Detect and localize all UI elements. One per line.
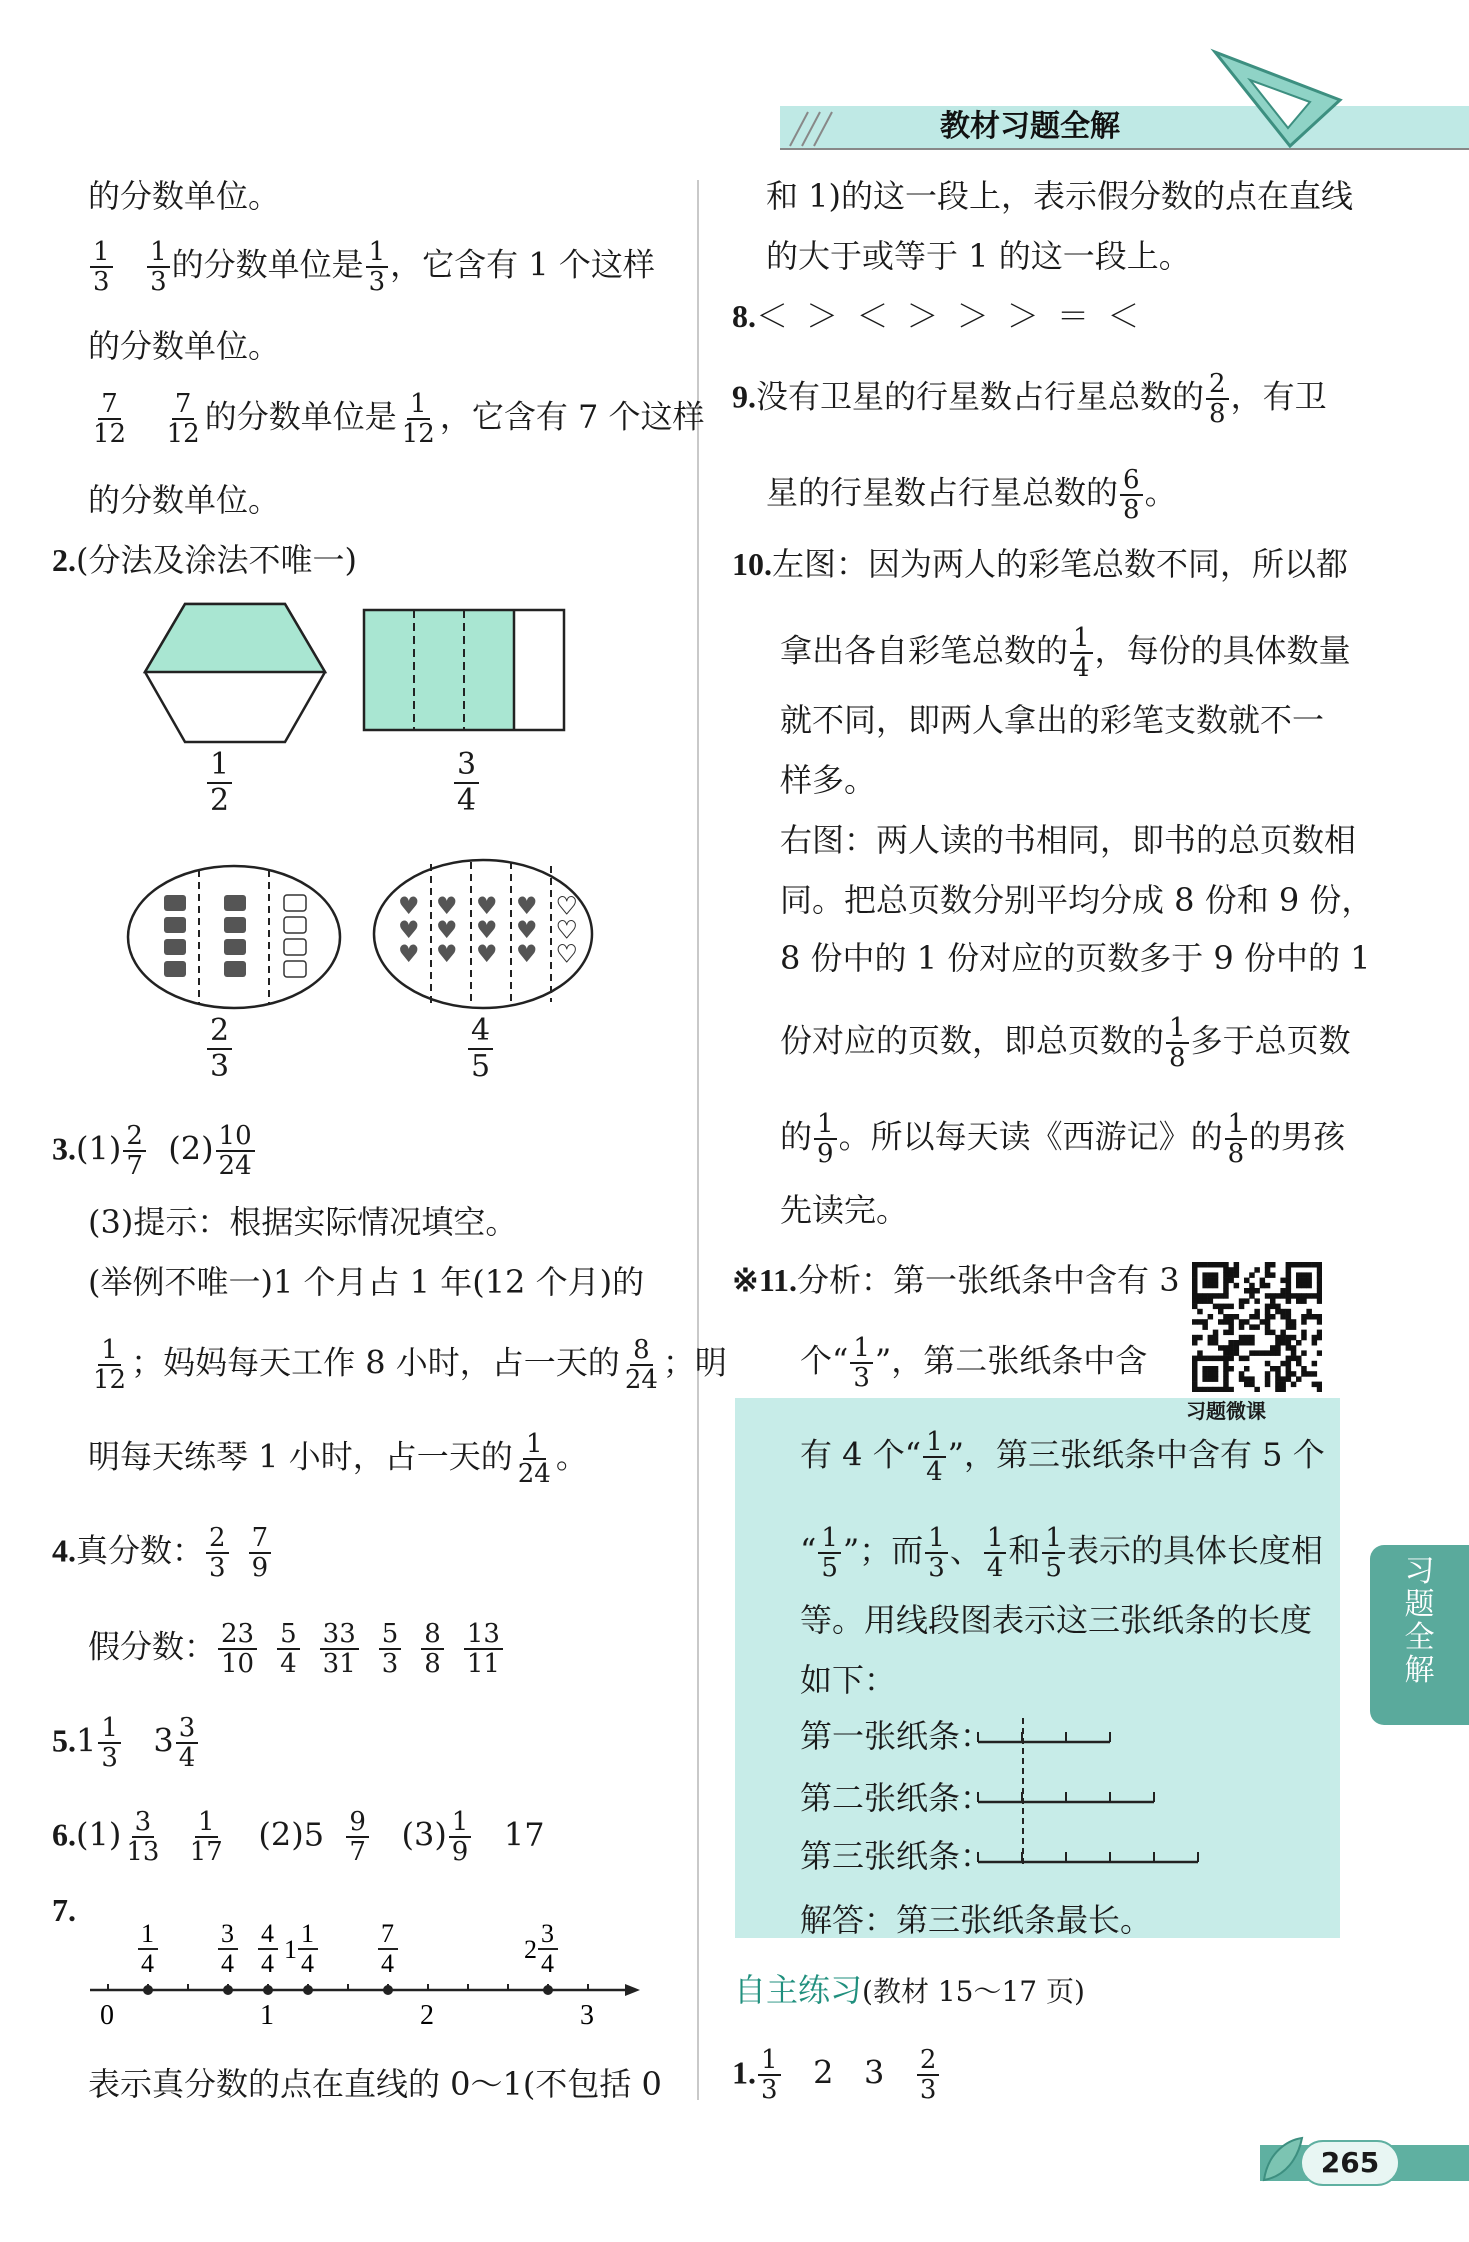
figure-label: $\frac{1}{2}$ [205, 748, 234, 818]
svg-text:♥: ♥ [556, 892, 578, 920]
strip-label: 第二张纸条： [800, 1779, 993, 1817]
text-line: 8 份中的 1 份对应的页数多于 9 份中的 1 [780, 939, 1371, 977]
figure-label: $\frac{2}{3}$ [205, 1014, 234, 1084]
svg-text:♥: ♥ [398, 892, 420, 920]
question-9: 9.没有卫星的行星数占行星总数的 $\frac{2}{8}$ ，有卫 [732, 369, 1327, 429]
text-line: 星的行星数占行星总数的 $\frac{6}{8}$ 。 [766, 465, 1177, 525]
svg-text:♥: ♥ [556, 940, 578, 968]
fraction: $\frac{10}{24}$ [216, 1122, 255, 1180]
fraction: $\frac{13}{11}$ [464, 1620, 503, 1678]
svg-text:4: 4 [261, 1919, 274, 1948]
text-line: 如下： [800, 1661, 897, 1699]
number-line [80, 1900, 650, 2040]
set-square-icon [1210, 40, 1350, 152]
strip-diagram [968, 1714, 1208, 1874]
fraction: $\frac{2}{7}$ [123, 1122, 146, 1180]
question-10: 10.左图：因为两人的彩笔总数不同，所以都 [732, 545, 1349, 583]
fraction: $\frac{1}{3}$ [925, 1524, 948, 1582]
side-tab-char: 全 [1404, 1620, 1435, 1655]
number-line-point [223, 1985, 233, 1995]
svg-text:3: 3 [221, 1919, 234, 1948]
page-number: 265 [1300, 2140, 1400, 2186]
svg-text:♥: ♥ [398, 940, 420, 968]
svg-text:♥: ♥ [516, 892, 538, 920]
text-line: “ $\frac{1}{5}$ ”；而 $\frac{1}{3}$ 、 $\frac{1}{4}$ 和 $\frac{1}{5}$ 表示的具体长度相 [800, 1523, 1323, 1583]
fraction: $\frac{7}{12}$ [166, 389, 200, 449]
header-slash-icon [780, 104, 850, 150]
ellipse-blocks-figure [124, 862, 344, 1012]
strip-label: 第三张纸条： [800, 1837, 993, 1875]
question-6: 6.(1) $\frac{3}{13}$ $\frac{1}{17}$ (2)5 $\frac{9}{7}$ (3) $\frac{1}{9}$ 17 [52, 1807, 545, 1867]
side-tab[interactable] [1370, 1545, 1469, 1725]
fraction: $\frac{1}{3}$ [90, 238, 113, 296]
text-line: 先读完。 [780, 1191, 909, 1229]
number-line-tick-label: 0 [100, 2000, 114, 2031]
text-line: $\frac{1}{3}$ $\frac{1}{3}$ 的分数单位是 $\frac{1}{3}$ ，它含有 1 个这样 [88, 238, 655, 296]
column-divider [697, 180, 699, 2100]
text-line: (举例不唯一)1 个月占 1 年(12 个月)的 [88, 1263, 645, 1301]
svg-text:1: 1 [141, 1919, 154, 1948]
svg-text:♥: ♥ [436, 940, 458, 968]
fraction: $\frac{6}{8}$ [1120, 466, 1143, 524]
fraction: $\frac{2}{3}$ [917, 2046, 940, 2104]
fraction: $\frac{5}{3}$ [379, 1620, 402, 1678]
leaf-icon [1258, 2132, 1306, 2188]
svg-text:4: 4 [141, 1949, 154, 1978]
number-line-label [378, 1919, 398, 1978]
text-line: 有 4 个“ $\frac{1}{4}$ ”，第三张纸条中含有 5 个 [800, 1427, 1325, 1487]
fraction: $\frac{1}{3}$ [850, 1334, 873, 1392]
text-line: 就不同，即两人拿出的彩笔支数就不一 [780, 701, 1325, 739]
number-line-tick-label: 1 [260, 2000, 274, 2031]
text-line: 个“ $\frac{1}{3}$ ”，第二张纸条中含 [800, 1333, 1148, 1393]
side-tab-char: 解 [1404, 1653, 1435, 1688]
header-title: 教材习题全解 [940, 109, 1120, 144]
fraction: $\frac{1}{12}$ [401, 389, 435, 449]
svg-text:♥: ♥ [436, 892, 458, 920]
text-line: $\frac{1}{12}$ ；妈妈每天工作 8 小时，占一天的 $\frac{8}{24}$ ；明 [88, 1336, 727, 1394]
number-line-point [143, 1985, 153, 1995]
figure-label: $\frac{4}{5}$ [466, 1014, 495, 1084]
number-line-point [543, 1985, 553, 1995]
text-line: 份对应的页数，即总页数的 $\frac{1}{8}$ 多于总页数 [780, 1013, 1351, 1073]
svg-text:♥: ♥ [476, 916, 498, 944]
fraction: $\frac{1}{3}$ [366, 238, 389, 296]
text-line: 的大于或等于 1 的这一段上。 [766, 237, 1191, 275]
side-tab-char: 题 [1404, 1587, 1435, 1622]
strip-label: 第一张纸条： [800, 1717, 993, 1755]
fraction: $\frac{1}{24}$ [517, 1429, 551, 1489]
fraction: $\frac{1}{5}$ [818, 1524, 841, 1582]
svg-text:7: 7 [381, 1919, 394, 1948]
svg-text:3: 3 [541, 1919, 554, 1948]
text-line: 和 1)的这一段上，表示假分数的点在直线 [766, 177, 1354, 215]
question-7: 7. [52, 1892, 76, 1928]
number-line-point [263, 1985, 273, 1995]
hexagon-figure [140, 600, 330, 750]
fraction: $\frac{1}{5}$ [1042, 1524, 1065, 1582]
number-line-tick-label: 3 [580, 2000, 594, 2031]
svg-text:4: 4 [541, 1949, 554, 1978]
header-bar [780, 106, 1469, 148]
number-line-label [138, 1919, 158, 1978]
ellipse-hearts-figure [370, 856, 596, 1012]
fraction: $\frac{3}{13}$ [126, 1807, 160, 1867]
number-line-point [303, 1985, 313, 1995]
svg-text:♥: ♥ [436, 916, 458, 944]
text-line: 拿出各自彩笔总数的 $\frac{1}{4}$ ，每份的具体数量 [780, 623, 1351, 683]
fraction: $\frac{2}{3}$ [206, 1524, 229, 1582]
fraction: $\frac{3}{4}$ [176, 1714, 199, 1772]
fraction: $\frac{7}{9}$ [249, 1524, 272, 1582]
fraction: $\frac{2}{8}$ [1206, 370, 1229, 428]
figure-label: $\frac{3}{4}$ [452, 748, 481, 818]
question-8: 8.＜ ＞ ＜ ＞ ＞ ＞ ＝ ＜ [732, 297, 1144, 335]
fraction: $\frac{1}{8}$ [1166, 1014, 1189, 1072]
fraction: $\frac{33}{31}$ [320, 1620, 359, 1678]
side-tab-char: 习 [1404, 1554, 1435, 1589]
fraction: $\frac{1}{9}$ [449, 1808, 472, 1866]
fraction: $\frac{8}{24}$ [624, 1335, 658, 1395]
number-line-label [524, 1919, 558, 1978]
question-5: 5.1 $\frac{1}{3}$ 3 $\frac{3}{4}$ [52, 1714, 200, 1772]
number-line-label [258, 1919, 278, 1978]
svg-text:4: 4 [381, 1949, 394, 1978]
svg-text:♥: ♥ [516, 940, 538, 968]
text-line: 的分数单位。 [88, 481, 281, 519]
fraction: $\frac{1}{4}$ [1070, 624, 1093, 682]
rectangle-figure [362, 608, 568, 732]
text-line: 样多。 [780, 761, 877, 799]
number-line-tick-label: 2 [420, 2000, 434, 2031]
text-line: 的 $\frac{1}{9}$ 。所以每天读《西游记》的 $\frac{1}{8}$ 的男孩 [780, 1109, 1346, 1169]
self-practice-heading: 自主练习(教材 15～17 页) [734, 1971, 1085, 2009]
fraction: $\frac{5}{4}$ [277, 1620, 300, 1678]
fraction: $\frac{7}{12}$ [93, 389, 127, 449]
text-line: 表示真分数的点在直线的 0～1(不包括 0 [88, 2065, 662, 2103]
svg-text:4: 4 [221, 1949, 234, 1978]
question-2: 2.(分法及涂法不唯一) [52, 541, 357, 579]
number-line-label [284, 1919, 318, 1978]
fraction: $\frac{1}{12}$ [93, 1335, 127, 1395]
svg-text:2: 2 [524, 1935, 537, 1964]
question-4: 4.真分数： $\frac{2}{3}$ $\frac{7}{9}$ [52, 1524, 289, 1582]
text-line: 解答：第三张纸条最长。 [800, 1901, 1153, 1939]
text-line: 的分数单位。 [88, 327, 281, 365]
svg-text:♥: ♥ [398, 916, 420, 944]
fraction: $\frac{1}{17}$ [189, 1807, 223, 1867]
fraction: $\frac{1}{8}$ [1225, 1110, 1248, 1168]
header-rule [780, 148, 1469, 150]
text-line: $\frac{7}{12}$ $\frac{7}{12}$ 的分数单位是 $\frac{1}{12}$ ，它含有 7 个这样 [88, 390, 705, 448]
text-line: 等。用线段图表示这三张纸条的长度 [800, 1601, 1313, 1639]
svg-text:1: 1 [284, 1935, 297, 1964]
text-line: (3)提示：根据实际情况填空。 [88, 1203, 518, 1241]
self-practice-1: 1. $\frac{1}{3}$ 2 3 $\frac{2}{3}$ [732, 2046, 941, 2104]
fraction: $\frac{8}{8}$ [421, 1620, 444, 1678]
fraction: $\frac{1}{9}$ [814, 1110, 837, 1168]
svg-text:♥: ♥ [476, 892, 498, 920]
text-line: 同。把总页数分别平均分成 8 份和 9 份， [780, 881, 1374, 919]
svg-text:♥: ♥ [516, 916, 538, 944]
svg-text:1: 1 [301, 1919, 314, 1948]
number-line-point [383, 1985, 393, 1995]
svg-text:4: 4 [261, 1949, 274, 1978]
svg-text:♥: ♥ [556, 916, 578, 944]
fraction: $\frac{1}{4}$ [923, 1428, 946, 1486]
qr-caption: 习题微课 [1186, 1399, 1266, 1423]
fraction: $\frac{9}{7}$ [346, 1808, 369, 1866]
svg-text:4: 4 [301, 1949, 314, 1978]
svg-text:♥: ♥ [476, 940, 498, 968]
question-3: 3.(1) $\frac{2}{7}$ (2) $\frac{10}{24}$ [52, 1122, 257, 1180]
text-line: 明每天练琴 1 小时，占一天的 $\frac{1}{24}$ 。 [88, 1429, 588, 1489]
fraction: $\frac{1}{3}$ [147, 238, 170, 296]
fraction: $\frac{1}{3}$ [98, 1714, 121, 1772]
text-line: 右图：两人读的书相同，即书的总页数相 [780, 821, 1357, 859]
text-line: 假分数： $\frac{23}{10}$ $\frac{5}{4}$ $\frac{33}{31}$ $\frac{5}{3}$ $\frac{8}{8}$ $\frac{13}{11}$ [88, 1620, 521, 1678]
fraction: $\frac{23}{10}$ [218, 1620, 257, 1678]
text-line: 的分数单位。 [88, 177, 281, 215]
qr-code[interactable] [1192, 1262, 1322, 1392]
question-11: ※11.分析：第一张纸条中含有 3 [732, 1261, 1180, 1299]
fraction: $\frac{1}{3}$ [758, 2046, 781, 2104]
fraction: $\frac{1}{4}$ [984, 1524, 1007, 1582]
number-line-label [218, 1919, 238, 1978]
